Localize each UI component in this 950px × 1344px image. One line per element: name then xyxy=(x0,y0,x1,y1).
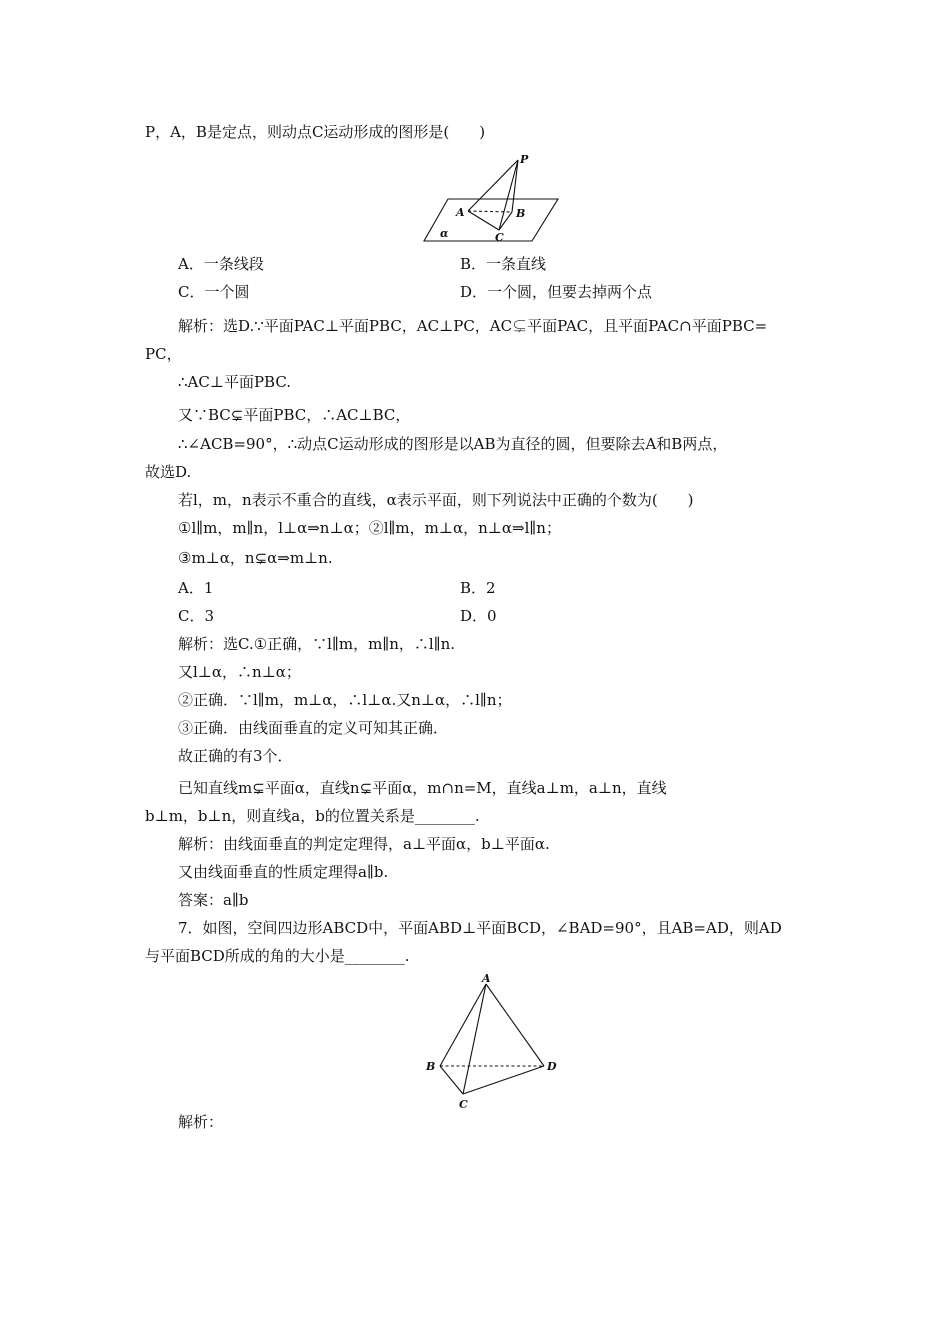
q5-option-b: B．一条直线 xyxy=(460,255,547,273)
q5-stem: P，A，B是定点，则动点C运动形成的图形是( ) xyxy=(145,123,486,141)
q6-solution-line-3: ②正确．∵l∥m，m⊥α，∴l⊥α.又n⊥α，∴l∥n； xyxy=(178,691,512,709)
q7-solution: 解析： xyxy=(178,1113,224,1131)
q7-label-a: A xyxy=(482,972,491,985)
q6-option-c: C．3 xyxy=(178,607,215,625)
q7-label-c: C xyxy=(459,1098,468,1111)
q6-option-a: A．1 xyxy=(178,579,214,597)
q5-option-a: A．一条线段 xyxy=(178,255,264,273)
q6-solution-line-1: 解析：选C.①正确，∵l∥m，m∥n，∴l∥n. xyxy=(178,635,456,653)
q5-label-b: B xyxy=(516,207,526,220)
q6-solution-line-4: ③正确．由线面垂直的定义可知其正确． xyxy=(178,719,449,737)
q5-label-a: A xyxy=(456,206,465,219)
q5-label-p: P xyxy=(520,153,529,166)
q7-label-b: B xyxy=(426,1060,436,1073)
q6-item-1: ①l∥m，m∥n，l⊥α⇒n⊥α；②l∥m，m⊥α，n⊥α⇒l∥n； xyxy=(178,519,561,537)
q6-item-2: ③m⊥α，n⊊α⇒m⊥n. xyxy=(178,549,333,567)
q7-label-d: D xyxy=(547,1060,557,1073)
q5-edge-pb xyxy=(512,160,518,212)
q5-figure xyxy=(420,153,560,247)
q5-solution-line-1b: PC， xyxy=(145,345,182,363)
q7-edge-ac xyxy=(463,984,486,1094)
q5-solution-line-4: ∴∠ACB=90°，∴动点C运动形成的图形是以AB为直径的圆，但要除去A和B两点， xyxy=(178,435,728,453)
q5-label-alpha: α xyxy=(440,227,449,240)
q5-edge-ab xyxy=(468,211,512,212)
q5-option-c: C．一个圆 xyxy=(178,283,250,301)
q6-solution-line-5: 故正确的有3个． xyxy=(178,747,293,765)
qfill-solution-line-2: 又由线面垂直的性质定理得a∥b. xyxy=(178,863,389,881)
q5-option-d: D．一个圆，但要去掉两个点 xyxy=(460,283,653,301)
q6-stem: 若l，m，n表示不重合的直线，α表示平面，则下列说法中正确的个数为( ) xyxy=(178,491,694,509)
q7-figure xyxy=(422,972,562,1114)
q6-option-d: D．0 xyxy=(460,607,497,625)
qfill-solution-line-1: 解析：由线面垂直的判定定理得，a⊥平面α，b⊥平面α. xyxy=(178,835,550,853)
q5-edge-pa xyxy=(468,160,518,211)
q6-option-b: B．2 xyxy=(460,579,496,597)
q7-stem-line-2: 与平面BCD所成的角的大小是________. xyxy=(145,947,410,965)
q5-label-c: C xyxy=(495,231,504,244)
q5-solution-line-3: 又∵BC⊊平面PBC，∴AC⊥BC， xyxy=(178,406,411,424)
q5-solution-line-2: ∴AC⊥平面PBC. xyxy=(178,373,292,391)
q7-edge-bc xyxy=(440,1066,463,1094)
q6-solution-line-2: 又l⊥α，∴n⊥α； xyxy=(178,663,301,681)
q7-stem-line-1: 7．如图，空间四边形ABCD中，平面ABD⊥平面BCD，∠BAD=90°，且AB=AD，则AD xyxy=(178,919,782,937)
qfill-stem-line-2: b⊥m，b⊥n，则直线a，b的位置关系是________. xyxy=(145,807,480,825)
qfill-stem-line-1: 已知直线m⊊平面α，直线n⊊平面α，m∩n=M，直线a⊥m，a⊥n，直线 xyxy=(178,779,667,797)
q7-edge-ad xyxy=(486,984,544,1066)
qfill-answer: 答案：a∥b xyxy=(178,891,249,909)
q5-solution-line-1: 解析：选D.∵平面PAC⊥平面PBC，AC⊥PC，AC⊊平面PAC，且平面PAC∩平面PBC= xyxy=(178,317,768,335)
q7-edge-cd xyxy=(463,1066,544,1094)
q5-edge-ac xyxy=(468,211,499,230)
q7-edge-ab xyxy=(440,984,486,1066)
q5-solution-line-5: 故选D. xyxy=(145,463,192,481)
